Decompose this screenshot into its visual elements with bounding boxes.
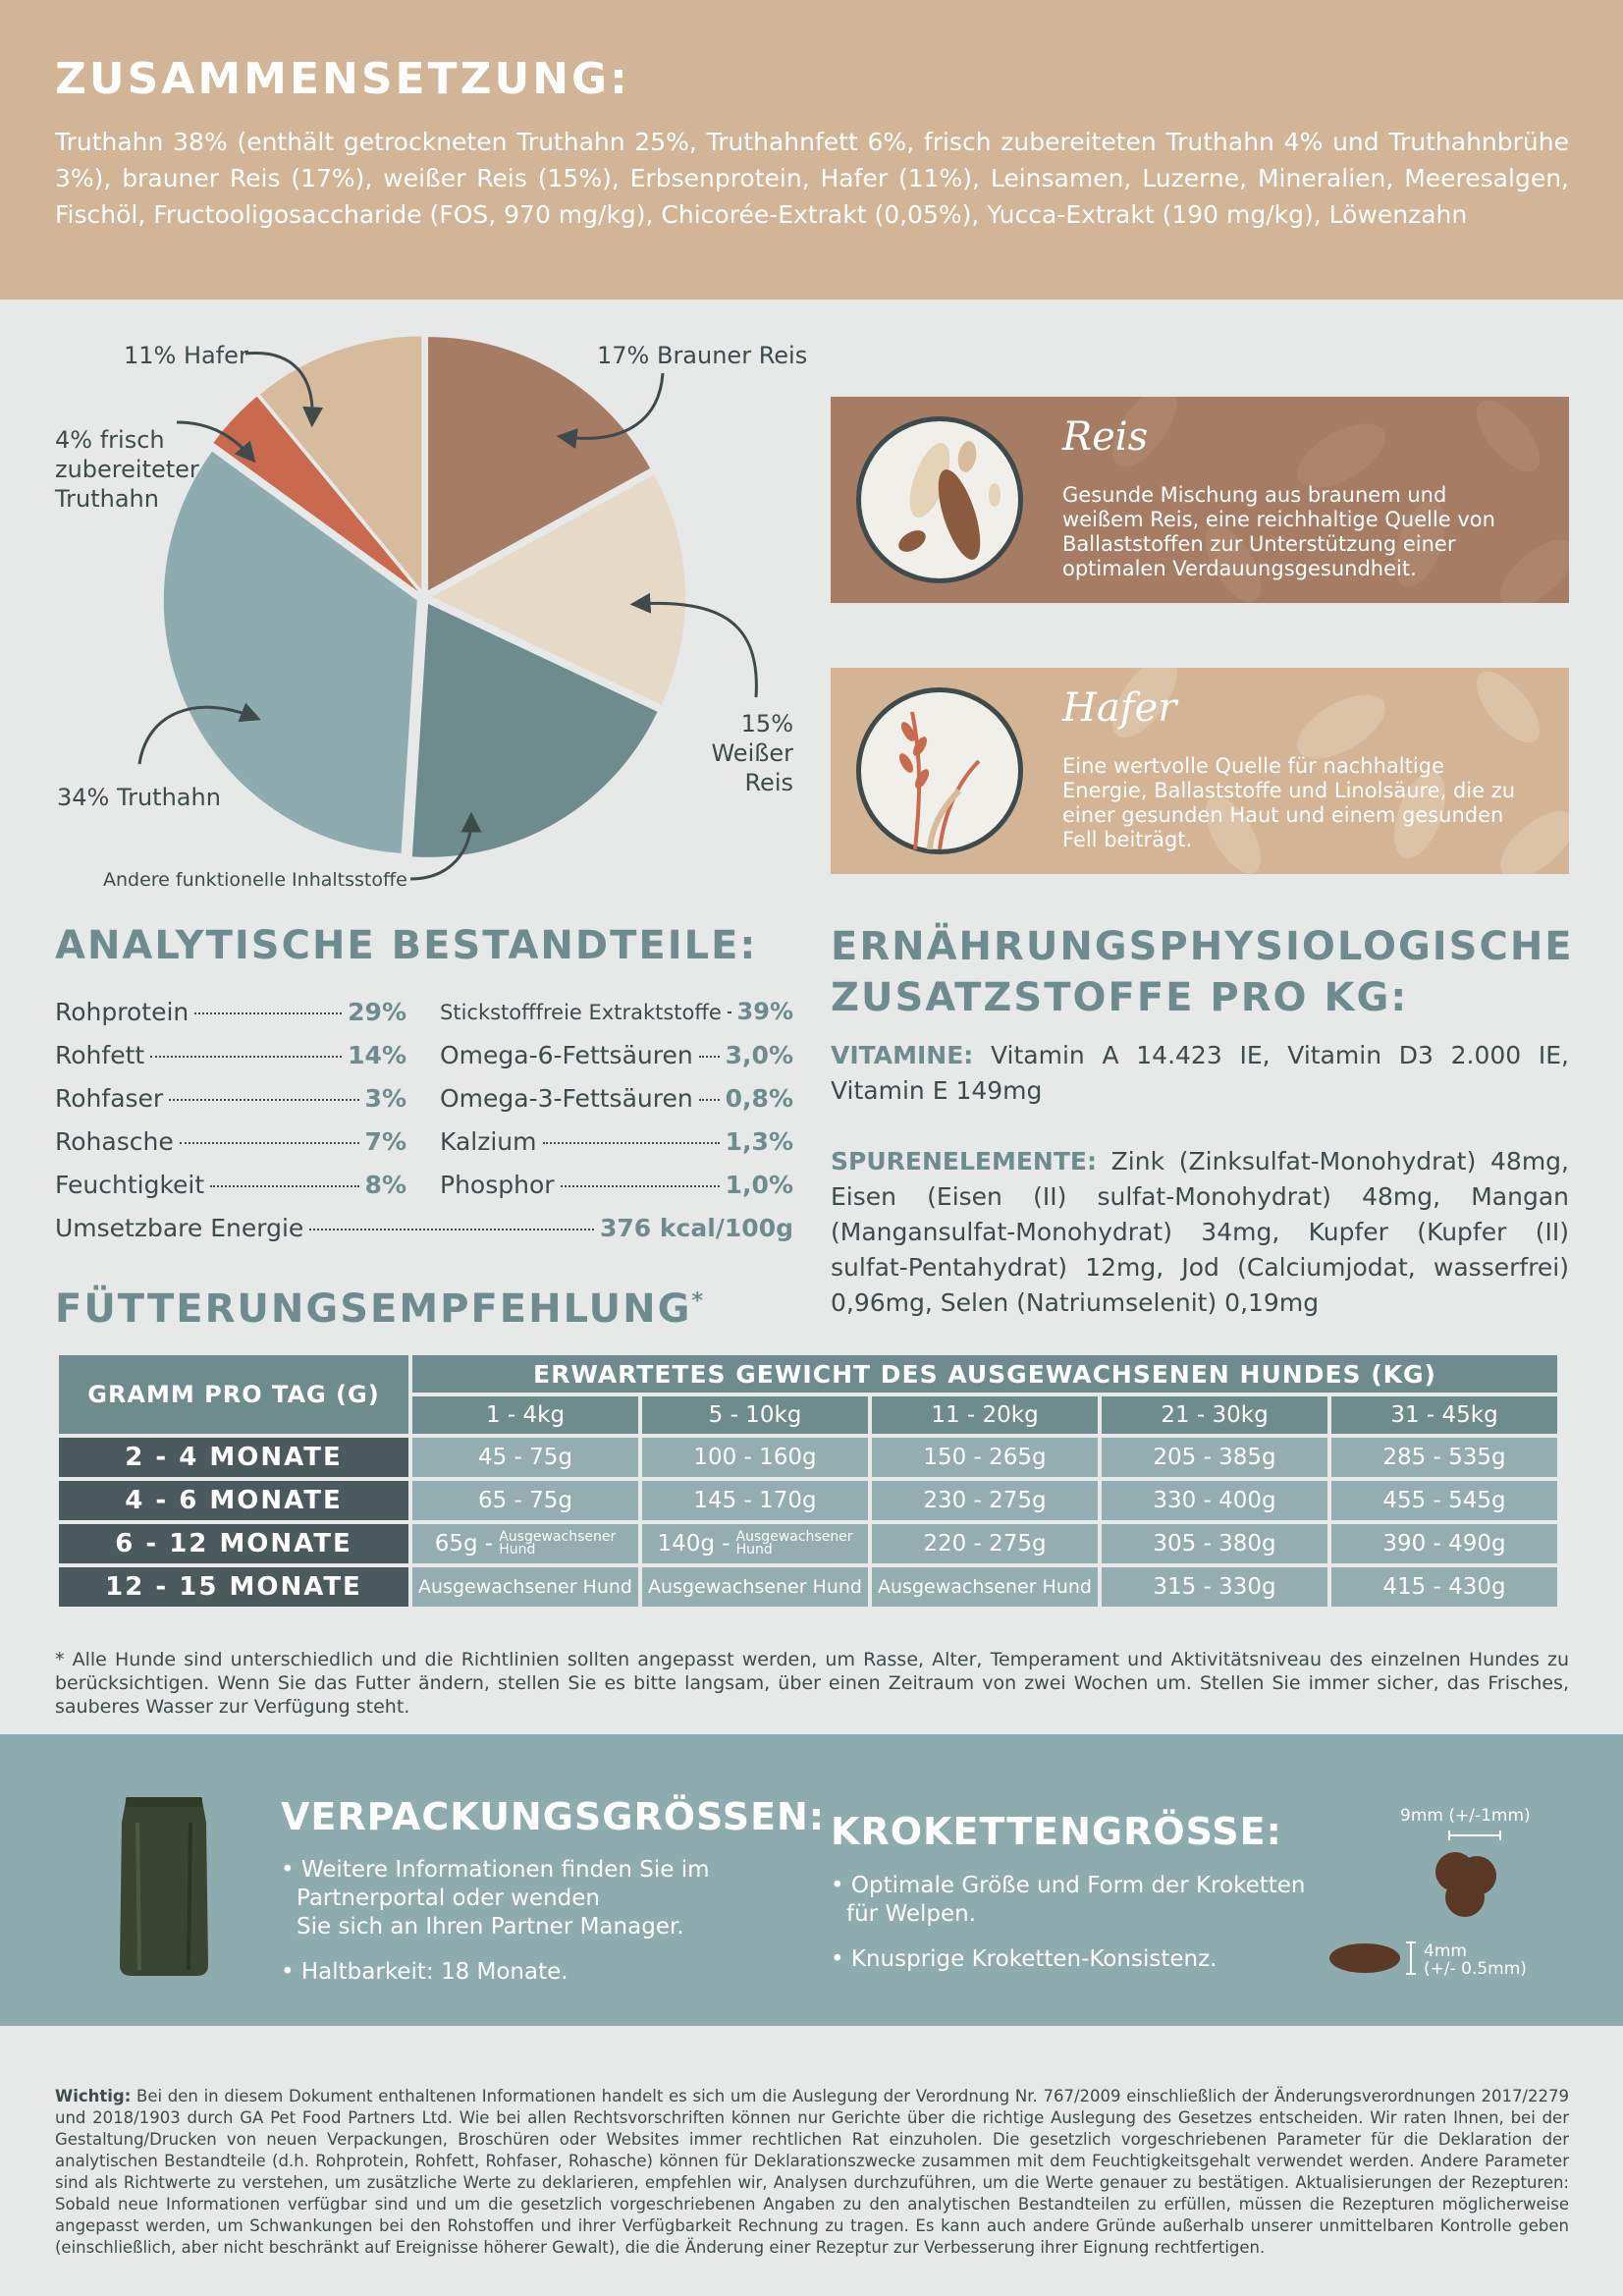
age-row-header: 2 - 4 MONATE [59,1438,408,1477]
food-bag-icon [116,1793,212,1980]
dot-leader [169,1099,358,1101]
table-cell: 330 - 400g [1102,1481,1327,1520]
dot-leader [699,1099,720,1101]
analytic-row [55,1041,406,1080]
table-cell [412,1524,638,1563]
table-row [59,1567,1557,1607]
table-cell: 230 - 275g [872,1481,1098,1520]
mixed-cell-note-line1: Ausgewachsener [735,1529,853,1545]
analytic-value: 7% [364,1127,406,1156]
composition-section [0,0,1623,300]
analytic-label: Kalzium [440,1127,537,1156]
hafer-card-title: Hafer [1062,685,1177,731]
table-row [59,1481,1557,1520]
mixed-cell-note-line2: Hund [735,1542,773,1558]
pie-label-weisser-name: Weißer Reis [711,739,793,796]
rice-grains-icon [856,416,1023,583]
analytic-row [440,998,793,1037]
table-cell: 150 - 265g [872,1438,1098,1477]
energy-row [55,1214,793,1253]
dot-leader [194,1012,342,1014]
dot-leader [543,1142,720,1144]
packaging-section [0,1734,1623,2026]
kibble-info-line2: für Welpen. [846,1901,977,1927]
feeding-title-text: FÜTTERUNGSEMPFEHLUNG [55,1286,692,1332]
reis-card-text: Gesunde Mischung aus braunem und weißem Reis, eine reichhaltige Quelle von Ballaststoffen zur Unterstützung einer optimalen Verdauungsgesundheit. [1062,483,1495,580]
kibble-info-item [831,1872,1305,1929]
dot-leader [699,1056,720,1058]
analytic-row [55,998,406,1037]
analytic-label: Omega-6-Fettsäuren [440,1041,693,1069]
mixed-cell-value: 140g - [657,1531,730,1557]
analytic-row [55,1127,406,1167]
analytic-value: 1,0% [725,1171,793,1199]
table-cell: 305 - 380g [1102,1524,1327,1563]
table-cell: 415 - 430g [1331,1567,1557,1607]
reis-card-title: Reis [1062,414,1149,460]
analytic-label: Rohfaser [55,1084,164,1113]
mixed-cell-note [736,1531,853,1557]
pie-label-frisch [55,425,199,514]
kibble-side-icon [1325,1939,1404,1978]
table-cell: Ausgewachsener Hund [412,1567,638,1607]
trace-elements-text [831,1144,1569,1321]
pie-label-weisser-reis [656,709,793,797]
hafer-info-card [831,668,1569,874]
additives-title-line1: ERNÄHRUNGSPHYSIOLOGISCHE [831,924,1574,969]
analytic-row [55,1171,406,1210]
ingredients-pie-chart [0,300,815,908]
table-cell [642,1524,868,1563]
packaging-shelf-life: • Haltbarkeit: 18 Monate. [281,1959,568,1985]
width-dimension-icon [1447,1831,1502,1840]
kibble-title: KROKETTENGRÖSSE: [831,1810,1282,1853]
additives-title-line2: ZUSATZSTOFFE PRO KG: [831,975,1409,1020]
pie-label-frisch-line2: zubereiteter [55,456,199,483]
analytic-row [440,1171,793,1210]
feeding-table [55,1351,1561,1611]
age-row-header: 12 - 15 MONATE [59,1567,408,1607]
analytic-value: 14% [348,1041,406,1069]
analytic-value: 3,0% [725,1041,793,1069]
table-cell: 315 - 330g [1102,1567,1327,1607]
mixed-cell-note-line1: Ausgewachsener [499,1529,617,1545]
mixed-cell-note-line2: Hund [499,1542,536,1558]
kibble-height-line1: 4mm [1424,1941,1467,1961]
table-cell: Ausgewachsener Hund [872,1567,1098,1607]
analytic-row [440,1041,793,1080]
table-corner-header: GRAMM PRO TAG (G) [59,1355,408,1434]
trace-elements-label: SPURENELEMENTE: [831,1147,1097,1175]
table-cell: 45 - 75g [412,1438,638,1477]
dot-leader [210,1185,358,1187]
kibble-top-icon [1426,1846,1504,1921]
table-row [59,1438,1557,1477]
mixed-cell-value: 65g - [434,1531,494,1557]
vitamins-label: VITAMINE: [831,1041,974,1069]
analytic-label: Omega-3-Fettsäuren [440,1084,693,1113]
additives-title [831,921,1574,1023]
analytic-row [440,1084,793,1123]
dot-leader [561,1185,720,1187]
table-cell: 220 - 275g [872,1524,1098,1563]
weight-column-header: 11 - 20kg [872,1396,1098,1434]
packaging-info-line1: • Weitere Informationen finden Sie im [281,1857,710,1883]
packaging-info-line2: Partnerportal oder wenden [297,1886,600,1911]
analytic-value: 8% [364,1171,406,1199]
weight-column-header: 1 - 4kg [412,1396,638,1434]
age-row-header: 4 - 6 MONATE [59,1481,408,1520]
analytic-label: Stickstofffreie Extraktstoffe [440,1001,722,1024]
table-cell: 145 - 170g [642,1481,868,1520]
height-dimension-icon [1406,1941,1416,1976]
analytic-label: Feuchtigkeit [55,1171,205,1199]
analytic-value: 1,3% [725,1127,793,1156]
analytic-label: Rohasche [55,1127,174,1156]
analytic-label: Rohfett [55,1041,145,1069]
kibble-info-line1: • Optimale Größe und Form der Kroketten [831,1873,1306,1898]
hafer-card-text: Eine wertvolle Quelle für nachhaltige Energie, Ballaststoffe und Linolsäure, die zu einer gesunden Haut und einem gesunden Fell beiträgt. [1062,754,1516,851]
weight-column-header: 5 - 10kg [642,1396,868,1434]
feeding-footnote: * Alle Hunde sind unterschiedlich und die Richtlinien sollten angepasst werden, um Rasse, Alter, Temperament und Aktivitätsniveau des einzelnen Hundes zu berücksichtigen. Wenn Sie das Futter ändern, stellen Sie es bitte langsam, über einen Zeitraum von zwei Wochen um. Stellen Sie immer sicher, das Frisches, sauberes Wasser zur Verfügung steht. [55,1649,1569,1718]
mixed-cell-note [499,1531,616,1557]
pie-label-frisch-line1: 4% frisch [55,426,165,454]
oat-stalk-icon [856,687,1023,854]
pie-label-hafer: 11% Hafer [124,342,248,369]
dot-leader [728,1011,731,1013]
packaging-info-item [281,1856,710,1941]
analytic-value: 3% [364,1084,406,1113]
table-cell: 65 - 75g [412,1481,638,1520]
energy-value: 376 kcal/100g [600,1214,793,1242]
weight-column-header: 21 - 30kg [1102,1396,1327,1434]
dot-leader [309,1229,594,1230]
table-cell: 390 - 490g [1331,1524,1557,1563]
table-cell: Ausgewachsener Hund [642,1567,868,1607]
pie-label-frisch-line3: Truthahn [55,485,159,513]
pie-label-brauner-reis: 17% Brauner Reis [597,342,808,369]
trace-elements-value: Zink (Zinksulfat-Monohydrat) 48mg, Eisen (Eisen (II) sulfat-Monohydrat) 48mg, Mangan (Mangansulfat-Monohydrat) 34mg, Kupfer (Kupfer (II) sulfat-Pentahydrat) 12mg, Jod (Calciumjodat, wasserfrei) 0,96mg, Selen (Natriumselenit) 0,19mg [831,1147,1569,1317]
pie-label-weisser-pct: 15% [740,710,793,738]
analytic-label: Rohprotein [55,998,189,1026]
analytic-title: ANALYTISCHE BESTANDTEILE: [55,923,758,968]
feeding-title [55,1286,705,1332]
table-row [59,1524,1557,1563]
kibble-texture-item: • Knusprige Kroketten-Konsistenz. [831,1946,1217,1972]
packaging-title: VERPACKUNGSGRÖSSEN: [281,1795,826,1838]
energy-label: Umsetzbare Energie [55,1214,304,1242]
kibble-width-label: 9mm (+/-1mm) [1400,1806,1531,1826]
feeding-title-mark: * [691,1288,705,1314]
table-cell: 455 - 545g [1331,1481,1557,1520]
analytic-row [440,1127,793,1167]
weight-column-header: 31 - 45kg [1331,1396,1557,1434]
vitamins-text [831,1038,1569,1109]
pie-label-truthahn: 34% Truthahn [57,784,221,811]
analytic-row [55,1084,406,1123]
vitamins-value: Vitamin A 14.423 IE, Vitamin D3 2.000 IE, Vitamin E 149mg [831,1041,1569,1105]
dot-leader [150,1056,342,1058]
ingredients-pie-area [0,300,815,908]
legal-notice [55,2086,1569,2259]
dot-leader [180,1142,359,1144]
legal-text: Bei den in diesem Dokument enthaltenen Informationen handelt es sich um die Auslegung der Verordnung Nr. 767/2009 einschließlich der Änderungsverordnungen 2017/2279 und 2018/1903 durch GA Pet Food Partners Ltd. Wie bei allen Rechtsvorschriften können nur Gerichte über die richtige Auslegung des Gesetzes entscheiden. Wir raten Ihnen, bei der Gestaltung/Drucken von neuen Verpackungen, Broschüren oder Websites immer rechtlichen Rat einzuholen. Die gesetzlich vorgeschriebenen Parameter für die Deklaration der analytischen Bestandteile (d.h. Rohprotein, Rohfett, Rohfaser, Rohasche) können für Deklarationszwecke zusammen mit dem Feuchtigkeitsgehalt verwendet werden. Andere Parameter sind als Richtwerte zu verstehen, um zusätzliche Werte zu deklarieren, empfehlen wir, Analysen durchzuführen, um die Werte genauer zu bestätigen. Aktualisierungen der Rezepturen: Sobald neue Informationen verfügbar sind und um die gesetzlich vorgeschriebenen Angaben zu den analytischen Bestandteilen zu erfüllen, müssen die Rezepturen möglicherweise angepasst werden, um Schwankungen bei den Rohstoffen und ihrer Verfügbarkeit Rechnung zu tragen. Es kann auch andere Gründe außerhalb unserer unmittelbaren Kontrolle geben (einschließlich, aber nicht beschränkt auf Ereignisse höherer Gewalt), die die Änderung einer Rezeptur zur Verbesserung ihrer Eignung rechtfertigen. [55,2087,1569,2257]
kibble-height-line2: (+/- 0.5mm) [1424,1959,1527,1979]
packaging-info-line3: Sie sich an Ihren Partner Manager. [297,1914,684,1940]
analytic-label: Phosphor [440,1171,555,1199]
pie-label-andere: Andere funktionelle Inhaltsstoffe [103,869,407,891]
composition-text: Truthahn 38% (enthält getrockneten Truthahn 25%, Truthahnfett 6%, frisch zubereiteten Truthahn 4% und Truthahnbrühe 3%), brauner Reis (17%), weißer Reis (15%), Erbsenprotein, Hafer (11%), Leinsamen, Luzerne, Mineralien, Meeresalgen, Fischöl, Fructooligosaccharide (FOS, 970 mg/kg), Chicorée-Extrakt (0,05%), Yucca-Extrakt (190 mg/kg), Löwenzahn [55,128,1569,229]
analytic-value: 29% [348,998,406,1026]
reis-info-card [831,397,1569,603]
table-cell: 100 - 160g [642,1438,868,1477]
composition-title: ZUSAMMENSETZUNG: [55,54,630,104]
table-header-row [59,1355,1557,1393]
age-row-header: 6 - 12 MONATE [59,1524,408,1563]
table-cell: 205 - 385g [1102,1438,1327,1477]
table-cell: 285 - 535g [1331,1438,1557,1477]
analytic-value: 39% [736,998,793,1025]
table-weight-header: ERWARTETES GEWICHT DES AUSGEWACHSENEN HUNDES (KG) [412,1355,1557,1393]
analytic-value: 0,8% [725,1084,793,1113]
kibble-height-label [1424,1942,1527,1978]
legal-label: Wichtig: [55,2087,132,2105]
